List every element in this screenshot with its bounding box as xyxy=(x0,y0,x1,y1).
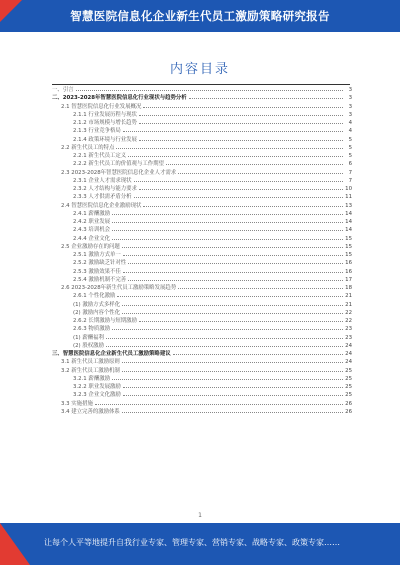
toc-entry-label: 2.5.3 激励效果不佳 xyxy=(73,268,121,275)
toc-leader-dots xyxy=(122,371,343,372)
toc-entry-page: 24 xyxy=(345,342,352,349)
toc-entry[interactable] xyxy=(52,358,352,366)
toc-entry-label: (1) 薪酬福利 xyxy=(73,334,104,341)
toc-leader-dots xyxy=(122,412,343,413)
toc-heading: 内容目录 xyxy=(169,62,230,77)
toc-leader-dots xyxy=(178,173,343,174)
toc-entry[interactable] xyxy=(52,276,352,284)
toc-entry[interactable] xyxy=(52,342,352,350)
toc-leader-dots xyxy=(123,272,343,273)
toc-entry-page: 22 xyxy=(345,309,352,316)
toc-entry-label: 2.3 2023-2028年智慧医院信息化企业人才需求 xyxy=(61,169,177,176)
toc-entry[interactable] xyxy=(52,127,352,135)
toc-entry-page: 5 xyxy=(348,153,352,159)
toc-leader-dots xyxy=(139,321,343,322)
toc-entry-label: 2.5.4 激励机制不完善 xyxy=(73,276,127,283)
toc-entry-page: 3 xyxy=(348,111,352,118)
toc-leader-dots xyxy=(139,115,343,116)
toc-leader-dots xyxy=(122,305,343,306)
toc-entry[interactable] xyxy=(52,86,352,94)
toc-entry[interactable] xyxy=(52,235,352,243)
toc-entry[interactable] xyxy=(52,268,352,276)
toc-entry-page: 7 xyxy=(348,169,352,176)
toc-entry-page: 23 xyxy=(345,334,352,341)
report-header xyxy=(0,0,400,32)
toc-entry-page: 14 xyxy=(345,219,352,225)
toc-entry[interactable] xyxy=(52,243,352,251)
toc-entry-page: 25 xyxy=(345,375,352,382)
toc-entry-page: 16 xyxy=(345,268,352,275)
toc-entry-page: 25 xyxy=(345,392,352,399)
toc-entry-label: (2) 股权激励 xyxy=(73,342,104,349)
toc-leader-dots xyxy=(143,206,343,207)
toc-entry[interactable] xyxy=(52,408,352,416)
toc-divider xyxy=(52,84,350,85)
toc-entry-label: 2.3.1 企业人才需求现状 xyxy=(73,177,132,184)
toc-entry-page: 21 xyxy=(345,301,352,308)
toc-entry-page: 11 xyxy=(345,194,352,201)
toc-entry[interactable] xyxy=(52,119,352,127)
toc-entry-page: 14 xyxy=(345,210,352,217)
toc-entry[interactable] xyxy=(52,94,352,102)
toc-entry-page: 7 xyxy=(348,177,352,184)
toc-entry-label: 2.6.3 物质激励 xyxy=(73,326,110,333)
toc-leader-dots xyxy=(123,131,343,132)
toc-leader-dots xyxy=(173,354,343,355)
toc-leader-dots xyxy=(116,148,343,149)
toc-leader-dots xyxy=(166,164,343,165)
footer-slogan: 让每个人平等地提升自我 xyxy=(44,538,132,547)
toc-entry[interactable] xyxy=(52,391,352,399)
toc-entry[interactable] xyxy=(52,160,352,168)
toc-entry-label: 3.3 实施措施 xyxy=(61,400,93,407)
toc-entry-label: 2.1.1 行业发展历程与现状 xyxy=(73,111,137,118)
toc-entry[interactable] xyxy=(52,210,352,218)
toc-entry-page: 15 xyxy=(345,243,352,250)
toc-entry-page: 22 xyxy=(345,318,352,324)
toc-entry-page: 24 xyxy=(345,359,352,366)
toc-leader-dots xyxy=(122,362,343,363)
toc-leader-dots xyxy=(112,214,343,215)
toc-entry[interactable] xyxy=(52,334,352,342)
toc-entry[interactable] xyxy=(52,367,352,375)
toc-leader-dots xyxy=(128,263,343,264)
toc-entry[interactable] xyxy=(52,301,352,309)
toc-entry[interactable] xyxy=(52,136,352,144)
toc-entry-page: 13 xyxy=(345,202,352,209)
table-of-contents xyxy=(52,86,352,416)
toc-leader-dots xyxy=(95,404,343,405)
toc-entry-page: 21 xyxy=(345,293,352,300)
toc-entry-page: 5 xyxy=(348,136,352,143)
toc-entry-label: 2.5.1 激励方式单一 xyxy=(73,252,121,258)
toc-entry-label: 2.4.2 职业发展 xyxy=(73,219,110,225)
toc-entry-label: 3.2.1 薪酬激励 xyxy=(73,375,110,382)
toc-entry-page: 15 xyxy=(345,235,352,242)
toc-leader-dots xyxy=(106,338,343,339)
toc-leader-dots xyxy=(123,255,343,256)
toc-entry-label: 3.2.3 企业文化激励 xyxy=(73,392,121,399)
toc-entry-page: 3 xyxy=(348,95,352,102)
toc-leader-dots xyxy=(134,181,343,182)
toc-leader-dots xyxy=(112,379,343,380)
toc-leader-dots xyxy=(112,222,343,223)
toc-entry[interactable] xyxy=(52,251,352,259)
toc-leader-dots xyxy=(123,395,343,396)
toc-entry[interactable] xyxy=(52,169,352,177)
toc-entry[interactable] xyxy=(52,193,352,201)
toc-leader-dots xyxy=(139,140,343,141)
toc-entry[interactable] xyxy=(52,226,352,234)
report-title: 智慧医院信息化企业新生代员工激励策略研究报告 xyxy=(70,9,330,23)
footer-red-corner xyxy=(0,523,30,565)
toc-entry-page: 26 xyxy=(345,408,352,415)
toc-entry-page: 10 xyxy=(345,186,352,192)
toc-leader-dots xyxy=(134,197,343,198)
toc-entry[interactable] xyxy=(52,185,352,193)
toc-entry-page: 5 xyxy=(348,144,352,151)
toc-leader-dots xyxy=(112,329,343,330)
toc-leader-dots xyxy=(122,313,343,314)
toc-entry-label: 2.2 新生代员工的特点 xyxy=(61,144,115,151)
toc-entry-page: 23 xyxy=(345,326,352,333)
toc-entry[interactable] xyxy=(52,325,352,333)
toc-entry-label: 2.2.2 新生代员工的价值观与工作期望 xyxy=(73,161,164,168)
toc-entry[interactable] xyxy=(52,317,352,325)
toc-entry-label: (2) 激励内容个性化 xyxy=(73,309,121,316)
toc-entry-page: 25 xyxy=(345,367,352,374)
toc-entry-label: 2.2.1 新生代员工定义 xyxy=(73,153,127,159)
toc-entry-label: 2.6.2 长期激励与短期激励 xyxy=(73,318,137,324)
toc-entry-label: 二、2023-2028年智慧医院信息化行业现状与趋势分析 xyxy=(52,95,187,102)
toc-entry-page: 4 xyxy=(348,120,352,126)
toc-entry-label: 2.4.1 薪酬激励 xyxy=(73,210,110,217)
toc-leader-dots xyxy=(189,98,343,99)
toc-entry-label: (1) 激励方式多样化 xyxy=(73,301,121,308)
toc-entry[interactable] xyxy=(52,259,352,267)
toc-entry-label: 2.1.2 市场规模与增长趋势 xyxy=(73,120,137,126)
toc-entry-label: 2.1.3 行业竞争格局 xyxy=(73,128,121,135)
toc-leader-dots xyxy=(139,189,343,190)
toc-entry-page: 14 xyxy=(345,227,352,234)
toc-entry-label: 2.5 企业激励存在的问题 xyxy=(61,243,120,250)
toc-entry-label: 2.1 智慧医院信息化行业发展概况 xyxy=(61,103,142,110)
toc-entry[interactable] xyxy=(52,350,352,358)
toc-entry[interactable] xyxy=(52,284,352,292)
toc-leader-dots xyxy=(122,247,343,248)
toc-entry[interactable] xyxy=(52,400,352,408)
toc-leader-dots xyxy=(117,296,343,297)
toc-leader-dots xyxy=(112,239,343,240)
toc-leader-dots xyxy=(139,123,343,124)
toc-leader-dots xyxy=(128,156,343,157)
toc-entry-label: 3.2 新生代员工激励机制 xyxy=(61,367,120,374)
toc-entry-label: 2.1.4 政策环境与行业发展 xyxy=(73,136,137,143)
toc-entry-label: 三、智慧医院信息化企业新生代员工激励策略建议 xyxy=(52,351,171,357)
toc-entry[interactable] xyxy=(52,111,352,119)
toc-leader-dots xyxy=(123,387,343,388)
toc-entry-page: 3 xyxy=(348,103,352,110)
toc-entry-label: 3.1 新生代员工激励原则 xyxy=(61,359,120,366)
toc-entry[interactable] xyxy=(52,202,352,210)
toc-entry-label: 2.4 智慧医院信息化企业激励现状 xyxy=(61,202,142,209)
toc-entry[interactable] xyxy=(52,103,352,111)
toc-entry-label: 3.4 建立完善的激励体系 xyxy=(61,408,120,415)
toc-entry-page: 4 xyxy=(348,128,352,135)
toc-entry-label: 3.2.2 职业发展激励 xyxy=(73,384,121,390)
toc-entry[interactable] xyxy=(52,309,352,317)
toc-entry[interactable] xyxy=(52,218,352,226)
toc-entry[interactable] xyxy=(52,152,352,160)
toc-leader-dots xyxy=(106,346,343,347)
toc-leader-dots xyxy=(76,90,343,91)
toc-entry-label: 一、引言 xyxy=(52,87,74,93)
toc-leader-dots xyxy=(178,288,343,289)
toc-leader-dots xyxy=(143,107,343,108)
toc-leader-dots xyxy=(128,280,343,281)
toc-entry-page: 6 xyxy=(348,161,352,168)
toc-entry-page: 25 xyxy=(345,384,352,390)
page-number: 1 xyxy=(198,512,202,519)
toc-entry[interactable] xyxy=(52,177,352,185)
toc-entry-label: 2.3.3 人才供需矛盾分析 xyxy=(73,194,132,201)
toc-entry[interactable] xyxy=(52,383,352,391)
toc-entry-label: 2.3.2 人才结构与能力要求 xyxy=(73,186,137,192)
toc-entry[interactable] xyxy=(52,292,352,300)
toc-entry-page: 17 xyxy=(345,276,352,283)
report-footer xyxy=(0,523,400,565)
toc-entry-page: 3 xyxy=(348,87,352,93)
toc-leader-dots xyxy=(112,230,343,231)
toc-entry-page: 16 xyxy=(345,260,352,267)
footer-expert-list: 行业专家、管理专家、营销专家、战略专家、政策专家…… xyxy=(132,538,340,547)
toc-entry-page: 24 xyxy=(345,351,352,357)
toc-entry-page: 15 xyxy=(345,252,352,258)
toc-entry[interactable] xyxy=(52,375,352,383)
toc-entry-label: 2.6 2023-2028年新生代员工激励策略发展趋势 xyxy=(61,285,177,291)
toc-entry-label: 2.5.2 激励缺乏针对性 xyxy=(73,260,127,267)
toc-entry-label: 2.4.4 企业文化 xyxy=(73,235,110,242)
toc-entry-label: 2.4.3 培训机会 xyxy=(73,227,110,234)
toc-entry-label: 2.6.1 个性化激励 xyxy=(73,293,116,300)
toc-entry-page: 18 xyxy=(345,285,352,291)
toc-entry[interactable] xyxy=(52,144,352,152)
toc-entry-page: 26 xyxy=(345,400,352,407)
